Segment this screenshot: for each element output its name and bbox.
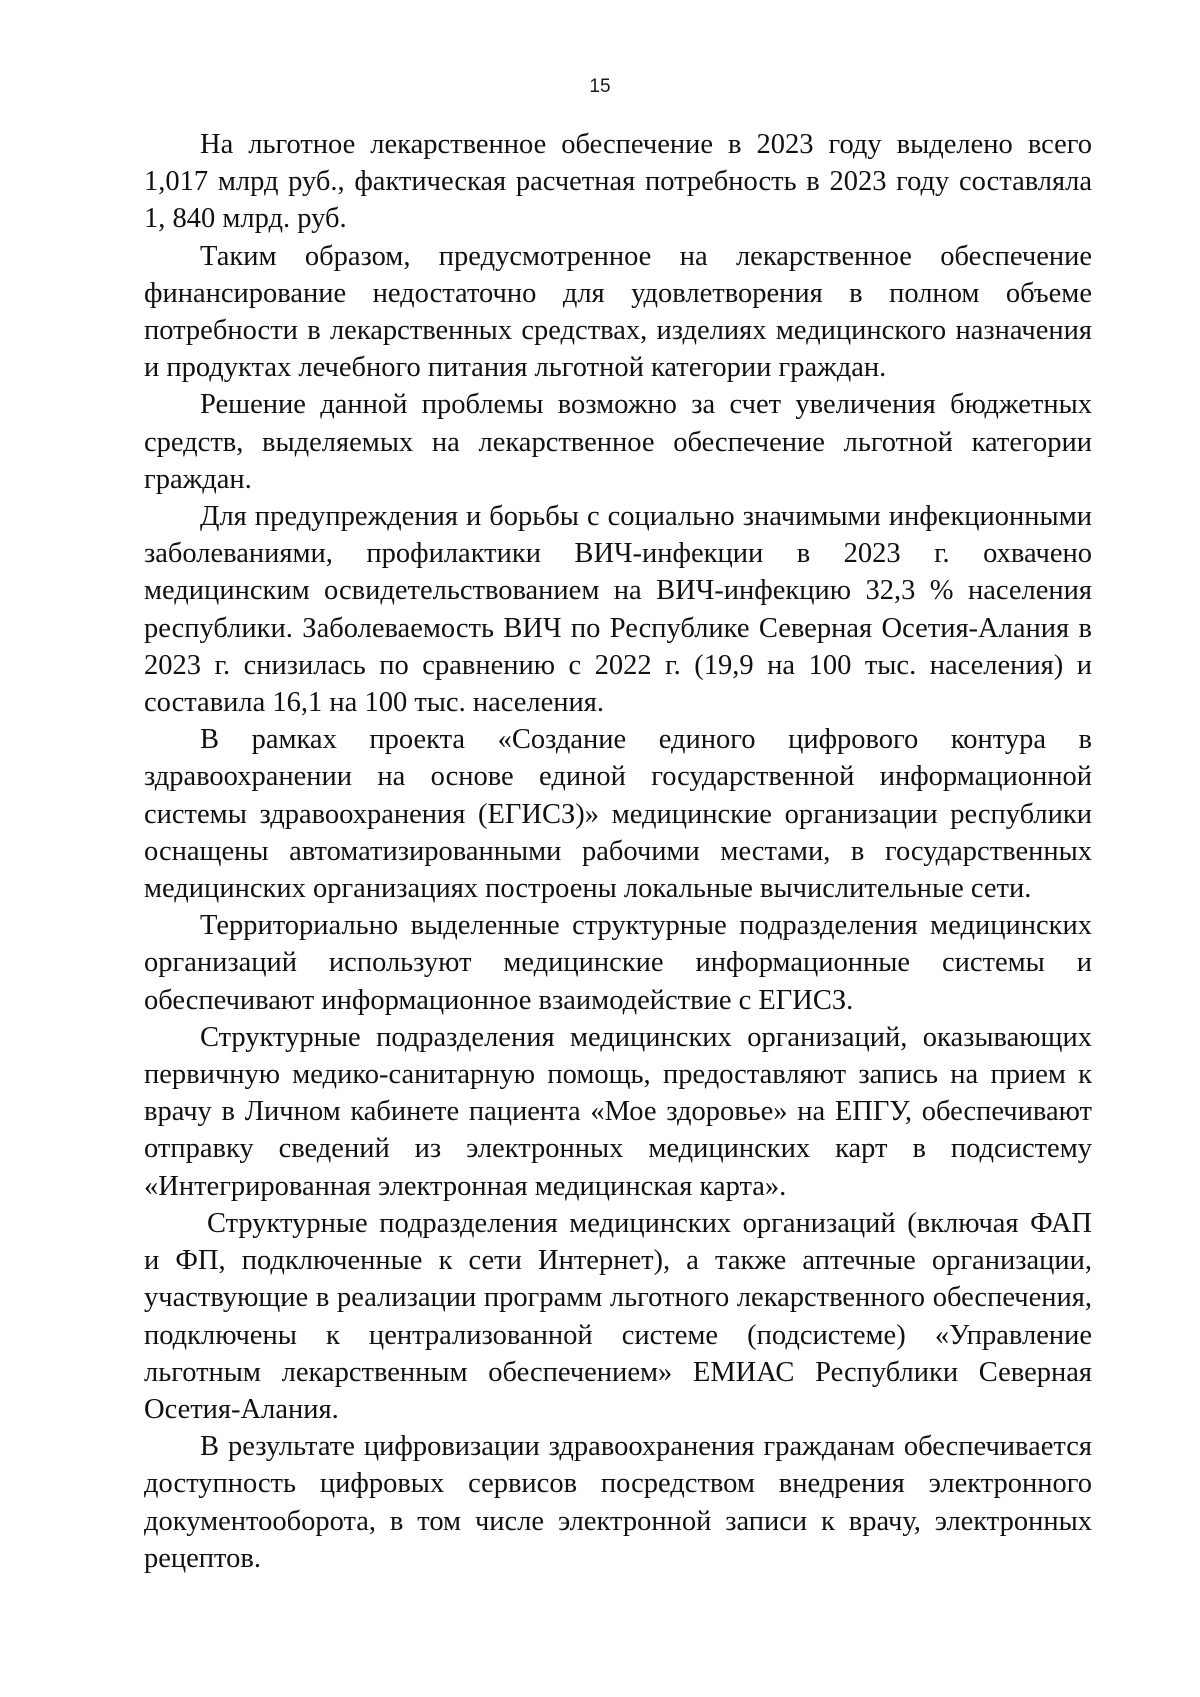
paragraph-digitalization-result: В результате цифровизации здравоохранения гражданам обеспечивается доступность цифровых сервисов посредством внедрения электронного документооборота, в том числе электронной записи к врачу, электронных рецептов.	[144, 1431, 1092, 1574]
paragraph-drug-funding: На льготное лекарственное обеспечение в 2023 году выделено всего 1,017 млрд руб., фактическая расчетная потребность в 2023 году составляла 1, 840 млрд. руб.	[144, 129, 1092, 235]
paragraph-egisz-project: В рамках проекта «Создание единого цифрового контура в здравоохранении на основе единой государственной информационной системы здравоохранения (ЕГИСЗ)» медицинские организации республики оснащены автоматизированными рабочими местами, в государственных медицинских организациях построены локальные вычислительные сети.	[144, 724, 1092, 905]
paragraph-funding-shortfall: Таким образом, предусмотренное на лекарственное обеспечение финансирование недостаточно для удовлетворения в полном объеме потребности в лекарственных средствах, изделиях медицинского назначения и продуктах лечебного питания льготной категории граждан.	[144, 240, 1092, 384]
paragraph-hiv-statistics: Для предупреждения и борьбы с социально значимыми инфекционными заболеваниями, профилактики ВИЧ-инфекции в 2023 г. охвачено медицинским освидетельствованием на ВИЧ-инфекцию 32,3 % населения республики. Заболеваемость ВИЧ по Республике Северная Осетия-Алания в 2023 г. снизилась по сравнению с 2022 г. (19,9 на 100 тыс. населения) и составила 16,1 на 100 тыс. населения.	[144, 501, 1092, 719]
paragraph-solution: Решение данной проблемы возможно за счет увеличения бюджетных средств, выделяемых на лекарственное обеспечение льготной категории граждан.	[144, 389, 1092, 495]
document-body	[144, 126, 1092, 1577]
page-number: 15	[589, 76, 611, 97]
paragraph-pharmacy-organizations: Структурные подразделения медицинских организаций (включая ФАП и ФП, подключенные к сети Интернет), а также аптечные организации, участвующие в реализации программ льготного лекарственного обеспечения, подключены к централизованной системе (подсистеме) «Управление льготным лекарственным обеспечением» ЕМИАС Республики Северная Осетия-Алания.	[144, 1207, 1092, 1425]
paragraph-primary-care-units: Структурные подразделения медицинских организаций, оказывающих первичную медико-санитарную помощь, предоставляют запись на прием к врачу в Личном кабинете пациента «Мое здоровье» на ЕПГУ, обеспечивают отправку сведений из электронных медицинских карт в подсистему «Интегрированная электронная медицинская карта».	[144, 1021, 1092, 1202]
paragraph-territorial-units: Территориально выделенные структурные подразделения медицинских организаций используют медицинские информационные системы и обеспечивают информационное взаимодействие с ЕГИСЗ.	[144, 910, 1092, 1016]
